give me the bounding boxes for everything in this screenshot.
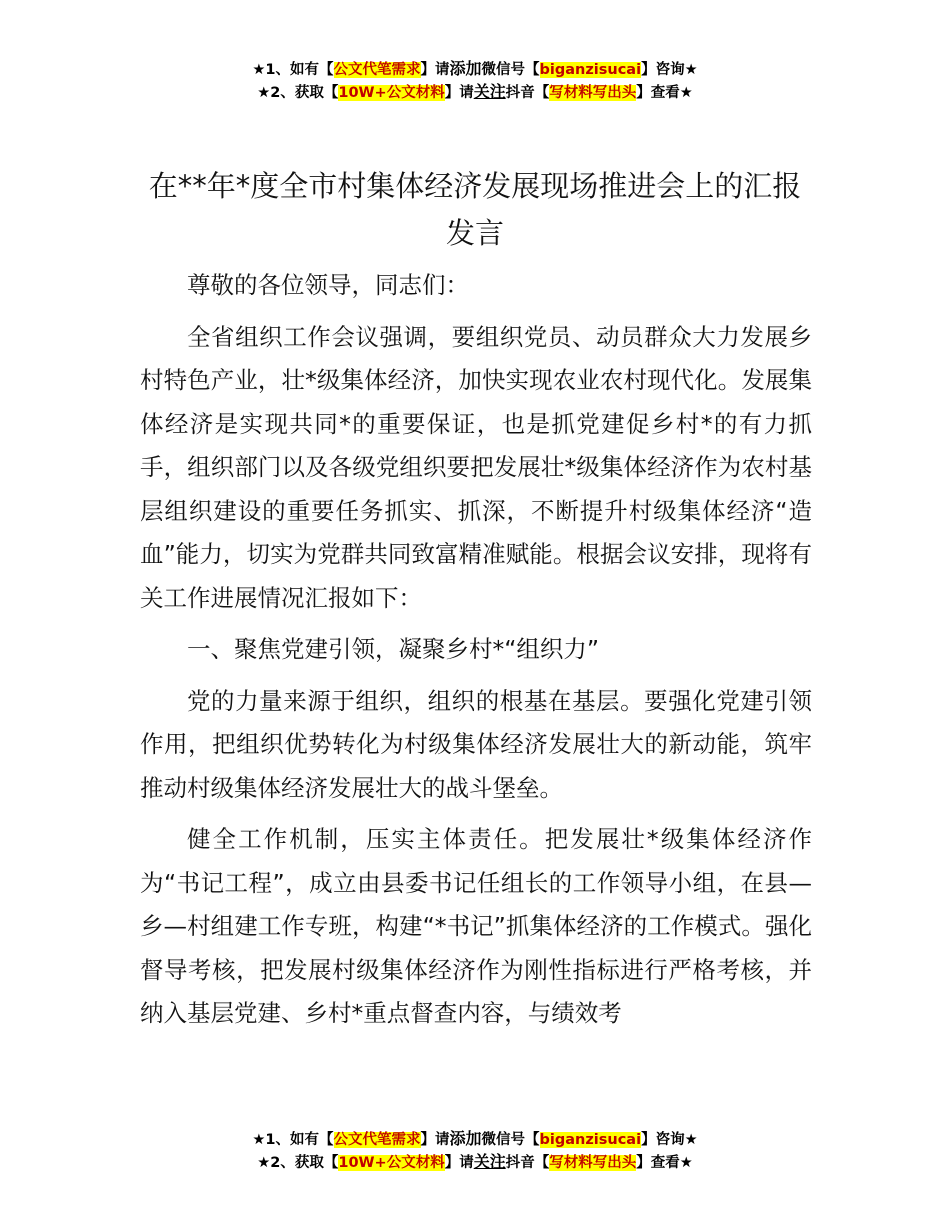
banner-text: 微信号【 xyxy=(481,1132,540,1148)
banner-text: 】请 xyxy=(420,1132,450,1148)
header-banner-line-2 xyxy=(0,81,950,104)
banner-text: 抖音【 xyxy=(505,1155,550,1171)
banner-text: ★2、获取【 xyxy=(257,1155,339,1171)
banner-highlight: 10W+公文材料 xyxy=(338,85,445,101)
banner-text: ★1、如有【 xyxy=(252,1132,334,1148)
banner-highlight: 公文代笔需求 xyxy=(333,62,421,78)
banner-text: 】查看★ xyxy=(636,1155,693,1171)
banner-highlight: 公文代笔需求 xyxy=(333,1132,421,1148)
banner-highlight: biganzisucai xyxy=(539,62,642,78)
banner-text: 】咨询★ xyxy=(641,62,698,78)
banner-text: 】请 xyxy=(420,62,450,78)
banner-text: 抖音【 xyxy=(505,85,550,101)
footer-banner-line-1 xyxy=(0,1128,950,1151)
header-banner-line-1 xyxy=(0,58,950,81)
banner-text: ★1、如有【 xyxy=(252,62,334,78)
paragraph-mechanism: 健全工作机制，压实主体责任。把发展壮*级集体经济作为“书记工程”，成立由县委书记任组长的工作领导小组，在县—乡—村组建工作专班，构建“*书记”抓集体经济的工作模式。强化督导考核，把发展村级集体经济作为刚性指标进行严格考核，并纳入基层党建、乡村*重点督查内容，与绩效考 xyxy=(140,825,812,1027)
header-banner xyxy=(0,58,950,104)
banner-text: 微信号【 xyxy=(481,62,540,78)
banner-highlight: 写材料写出头 xyxy=(549,85,637,101)
salutation: 尊敬的各位领导，同志们： xyxy=(187,271,469,299)
banner-emphasis: 添加 xyxy=(449,1129,482,1148)
banner-emphasis: 添加 xyxy=(449,59,482,78)
banner-emphasis: 关注 xyxy=(473,82,506,101)
footer-banner-line-2 xyxy=(0,1151,950,1174)
section-heading-1: 一、聚焦党建引领，凝聚乡村*“组织力” xyxy=(187,635,600,663)
document-body xyxy=(140,264,812,1044)
footer-banner xyxy=(0,1128,950,1174)
banner-highlight: 10W+公文材料 xyxy=(338,1155,445,1171)
document-title: 在**年*度全市村集体经济发展现场推进会上的汇报发言 xyxy=(148,169,802,250)
banner-emphasis: 关注 xyxy=(473,1152,506,1171)
banner-text: 】咨询★ xyxy=(641,1132,698,1148)
paragraph-section-1: 党的力量来源于组织，组织的根基在基层。要强化党建引领作用，把组织优势转化为村级集体经济发展壮大的新动能，筑牢推动村级集体经济发展壮大的战斗堡垒。 xyxy=(140,686,812,802)
banner-text: ★2、获取【 xyxy=(257,85,339,101)
banner-text: 】请 xyxy=(444,85,474,101)
paragraph-intro: 全省组织工作会议强调，要组织党员、动员群众大力发展乡村特色产业，壮*级集体经济，加快实现农业农村现代化。发展集体经济是实现共同*的重要保证，也是抓党建促乡村*的有力抓手，组织部门以及各级党组织要把发展壮*级集体经济作为农村基层组织建设的重要任务抓实、抓深，不断提升村级集体经济“造血”能力，切实为党群共同致富精准赋能。根据会议安排，现将有关工作进展情况汇报如下： xyxy=(140,322,812,612)
banner-text: 】请 xyxy=(444,1155,474,1171)
banner-highlight: 写材料写出头 xyxy=(549,1155,637,1171)
banner-highlight: biganzisucai xyxy=(539,1132,642,1148)
banner-text: 】查看★ xyxy=(636,85,693,101)
